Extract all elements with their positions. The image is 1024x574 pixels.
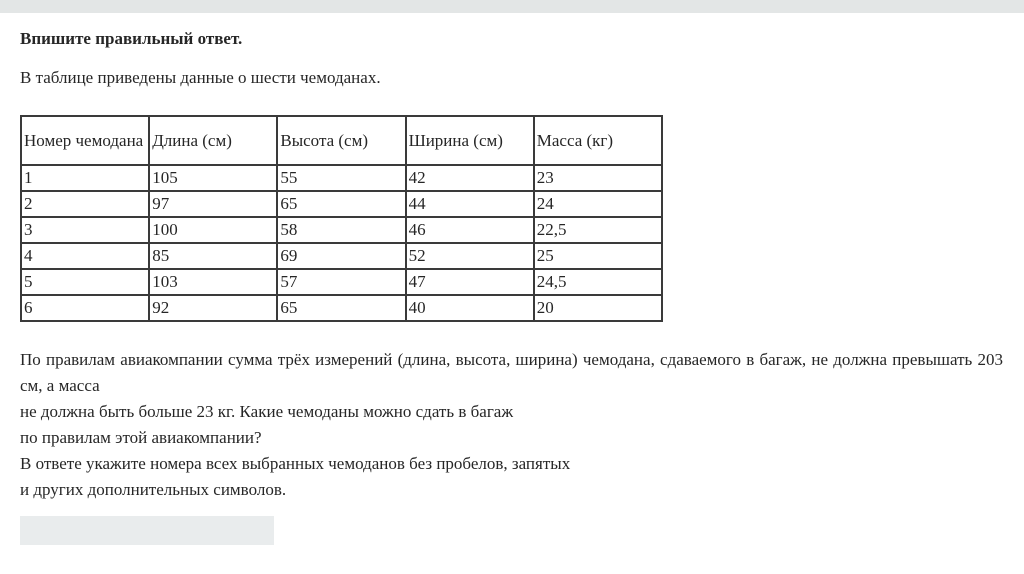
cell-width: 52: [406, 243, 534, 269]
cell-length: 85: [149, 243, 277, 269]
cell-number: 6: [21, 295, 149, 321]
cell-mass: 22,5: [534, 217, 662, 243]
column-header-width: Ширина (см): [406, 116, 534, 165]
question-line: и других дополнительных символов.: [20, 480, 287, 499]
table-row: [21, 191, 662, 217]
cell-length: 103: [149, 269, 277, 295]
cell-width: 40: [406, 295, 534, 321]
cell-height: 65: [277, 191, 405, 217]
suitcase-table: [20, 115, 663, 322]
cell-mass: 23: [534, 165, 662, 191]
intro-text: В таблице приведены данные о шести чемоданах.: [20, 68, 381, 87]
table-row: [21, 295, 662, 321]
question-text: [20, 347, 1003, 503]
cell-height: 55: [277, 165, 405, 191]
question-line: В ответе укажите номера всех выбранных чемоданов без пробелов, запятых: [20, 454, 571, 473]
cell-width: 46: [406, 217, 534, 243]
cell-height: 58: [277, 217, 405, 243]
column-header-height: Высота (см): [277, 116, 405, 165]
column-header-mass: Масса (кг): [534, 116, 662, 165]
question-line: По правилам авиакомпании сумма трёх измерений (длина, высота, ширина) чемодана, сдаваемого в багаж, не должна превышать 203 см, а масса: [20, 350, 1003, 395]
cell-mass: 25: [534, 243, 662, 269]
cell-number: 3: [21, 217, 149, 243]
cell-mass: 24: [534, 191, 662, 217]
cell-height: 69: [277, 243, 405, 269]
answer-input[interactable]: [20, 516, 274, 545]
cell-height: 65: [277, 295, 405, 321]
question-page: [0, 13, 1024, 545]
table-row: [21, 243, 662, 269]
table-row: [21, 217, 662, 243]
cell-length: 92: [149, 295, 277, 321]
cell-number: 4: [21, 243, 149, 269]
cell-width: 44: [406, 191, 534, 217]
table-header-row: [21, 116, 662, 165]
cell-length: 100: [149, 217, 277, 243]
cell-width: 42: [406, 165, 534, 191]
question-line: не должна быть больше 23 кг. Какие чемоданы можно сдать в багаж: [20, 402, 514, 421]
cell-number: 2: [21, 191, 149, 217]
cell-width: 47: [406, 269, 534, 295]
table-row: [21, 269, 662, 295]
top-bar: [0, 0, 1024, 13]
cell-number: 5: [21, 269, 149, 295]
page-title: Впишите правильный ответ.: [20, 29, 243, 48]
question-line: по правилам этой авиакомпании?: [20, 428, 262, 447]
cell-length: 105: [149, 165, 277, 191]
table-row: [21, 165, 662, 191]
cell-height: 57: [277, 269, 405, 295]
cell-number: 1: [21, 165, 149, 191]
cell-length: 97: [149, 191, 277, 217]
column-header-length: Длина (см): [149, 116, 277, 165]
cell-mass: 20: [534, 295, 662, 321]
column-header-number: Номер чемодана: [21, 116, 149, 165]
cell-mass: 24,5: [534, 269, 662, 295]
